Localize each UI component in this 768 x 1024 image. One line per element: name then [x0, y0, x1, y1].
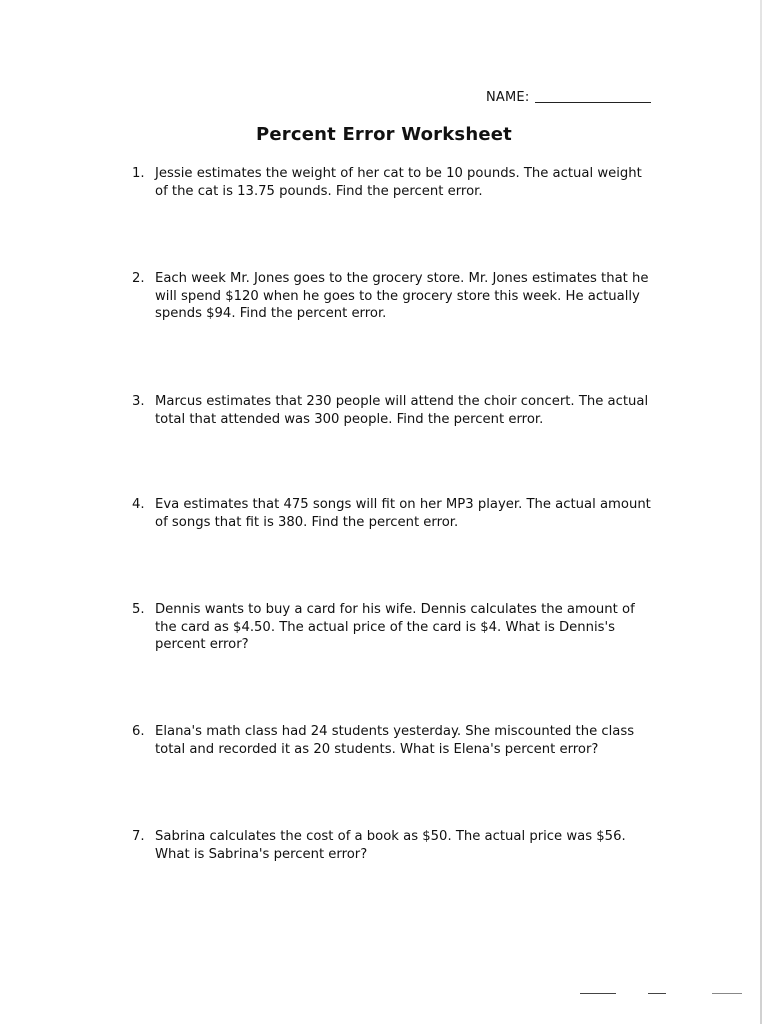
- question-number: 2.: [132, 271, 145, 286]
- question-number: 6.: [132, 724, 145, 739]
- question-text: Marcus estimates that 230 people will attend the choir concert. The actual total that attended was 300 people. Find the percent error.: [155, 394, 649, 427]
- scan-mark: [648, 993, 666, 994]
- question-2: [132, 270, 652, 323]
- question-text: Each week Mr. Jones goes to the grocery store. Mr. Jones estimates that he will spend $120 when he goes to the grocery store this week. He actually spends $94. Find the percent error.: [155, 271, 649, 321]
- scan-mark: [712, 993, 742, 994]
- question-number: 1.: [132, 166, 145, 181]
- question-text: Dennis wants to buy a card for his wife. Dennis calculates the amount of the card as $4.50. The actual price of the card is $4. What is Dennis's percent error?: [155, 602, 635, 652]
- question-5: [132, 601, 652, 654]
- question-6: [132, 723, 652, 758]
- question-number: 4.: [132, 497, 145, 512]
- scan-mark: [580, 993, 616, 994]
- question-number: 5.: [132, 602, 145, 617]
- name-label: NAME:: [486, 90, 530, 105]
- name-blank-line: [535, 102, 651, 103]
- question-number: 3.: [132, 394, 145, 409]
- question-text: Jessie estimates the weight of her cat to be 10 pounds. The actual weight of the cat is 13.75 pounds. Find the percent error.: [155, 166, 642, 199]
- question-3: [132, 393, 652, 428]
- question-text: Elana's math class had 24 students yesterday. She miscounted the class total and recorded it as 20 students. What is Elena's percent error?: [155, 724, 635, 757]
- question-text: Eva estimates that 475 songs will fit on her MP3 player. The actual amount of songs that fit is 380. Find the percent error.: [155, 497, 651, 530]
- name-field: [486, 90, 651, 105]
- scan-edge: [760, 0, 762, 1024]
- question-number: 7.: [132, 829, 145, 844]
- question-7: [132, 828, 652, 863]
- question-4: [132, 496, 652, 531]
- page-title: Percent Error Worksheet: [256, 124, 512, 145]
- question-text: Sabrina calculates the cost of a book as $50. The actual price was $56. What is Sabrina's percent error?: [155, 829, 626, 862]
- question-1: [132, 165, 652, 200]
